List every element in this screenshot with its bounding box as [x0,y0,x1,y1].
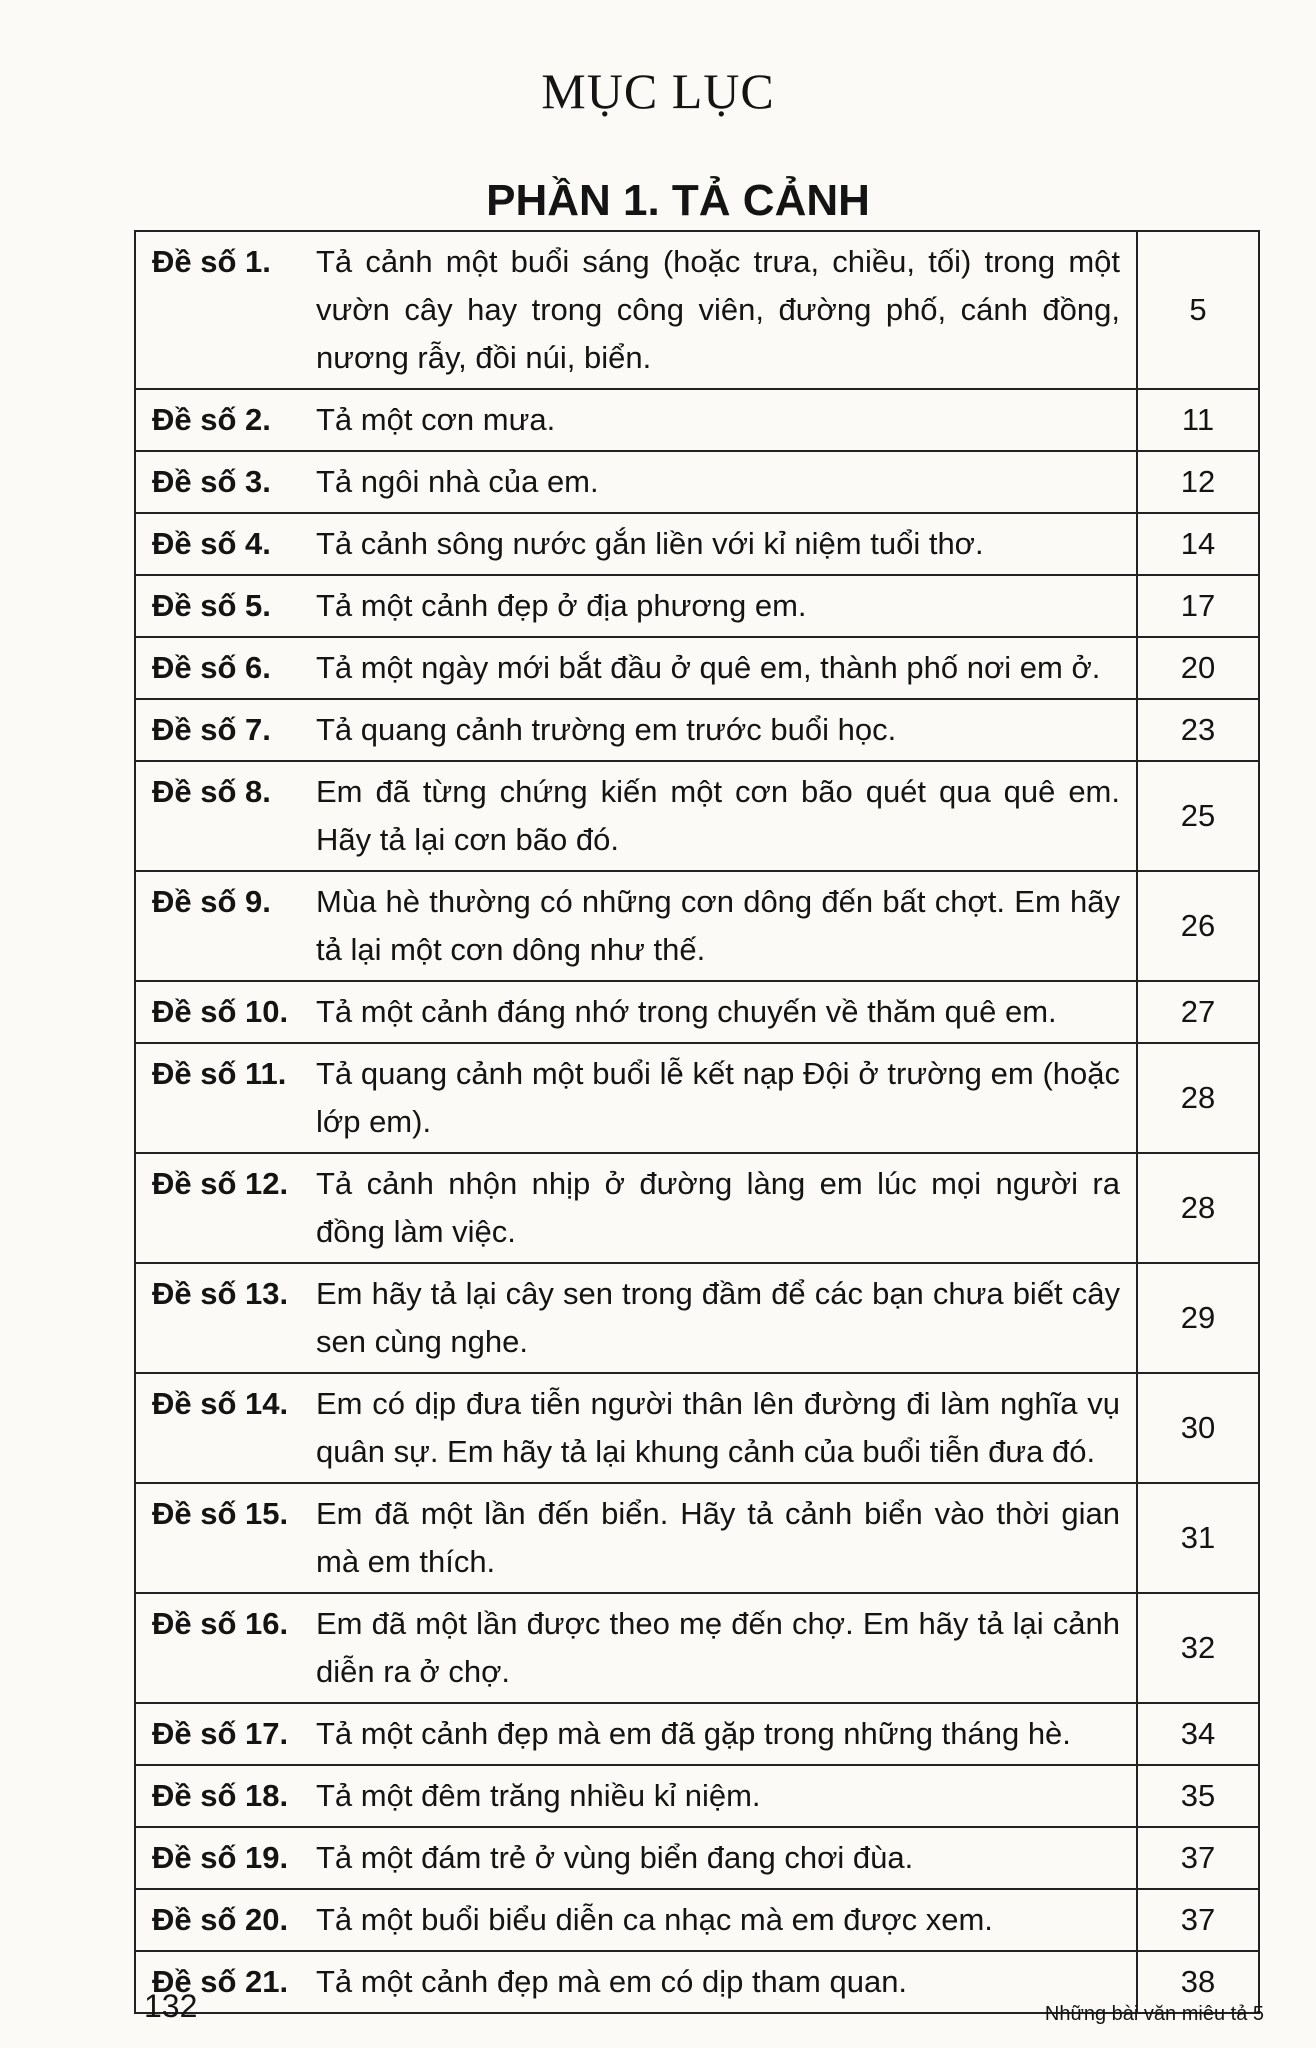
toc-topic-cell [135,871,1137,981]
toc-entry-topic: Em đã một lần đến biển. Hãy tả cảnh biển vào thời gian mà em thích. [316,1496,1120,1579]
toc-entry [152,520,1120,568]
toc-entry [152,582,1120,630]
toc-entry [152,1490,1120,1586]
toc-topic-cell [135,1373,1137,1483]
toc-entry [152,1600,1120,1696]
section-title: PHẦN 1. TẢ CẢNH [486,176,870,225]
toc-page-number: 35 [1137,1765,1259,1827]
toc-entry [152,878,1120,974]
toc-entry-label: Đề số 21. [152,1964,289,1999]
toc-topic-cell [135,575,1137,637]
toc-entry-topic: Mùa hè thường có những cơn dông đến bất chợt. Em hãy tả lại một cơn dông như thế. [316,884,1120,967]
toc-topic-cell [135,389,1137,451]
toc-page-number: 37 [1137,1827,1259,1889]
toc-topic-cell [135,761,1137,871]
toc-entry [152,1710,1120,1758]
toc-entry [152,238,1120,382]
toc-entry-topic: Em hãy tả lại cây sen trong đầm để các bạn chưa biết cây sen cùng nghe. [316,1276,1120,1359]
toc-entry [152,768,1120,864]
toc-row [135,1765,1259,1827]
toc-entry-topic: Tả một cảnh đẹp mà em đã gặp trong những tháng hè. [316,1716,1071,1751]
toc-entry-label: Đề số 20. [152,1902,289,1937]
toc-page-number: 27 [1137,981,1259,1043]
toc-entry-topic: Tả một cảnh đáng nhớ trong chuyến về thăm quê em. [316,994,1057,1029]
toc-row [135,1593,1259,1703]
toc-page-number: 12 [1137,451,1259,513]
toc-row [135,1703,1259,1765]
toc-entry-label: Đề số 15. [152,1496,289,1531]
toc-entry-label: Đề số 7. [152,712,271,747]
toc-topic-cell [135,1153,1137,1263]
toc-entry-label: Đề số 5. [152,588,271,623]
toc-topic-cell [135,1703,1137,1765]
toc-page-number: 23 [1137,699,1259,761]
toc-entry [152,1958,1120,2006]
toc-page-number: 29 [1137,1263,1259,1373]
toc-page-number: 11 [1137,389,1259,451]
toc-entry-label: Đề số 18. [152,1778,289,1813]
toc-entry [152,1380,1120,1476]
toc-entry-label: Đề số 12. [152,1166,289,1201]
toc-row [135,1373,1259,1483]
toc-entry-label: Đề số 9. [152,884,271,919]
toc-row [135,1153,1259,1263]
toc-entry-topic: Tả quang cảnh trường em trước buổi học. [316,712,897,747]
toc-row [135,1827,1259,1889]
toc-entry-label: Đề số 4. [152,526,271,561]
toc-row [135,981,1259,1043]
toc-topic-cell [135,1593,1137,1703]
toc-entry-label: Đề số 14. [152,1386,289,1421]
footer-page-number: 132 [144,1988,198,2024]
toc-entry-label: Đề số 11. [152,1056,287,1091]
toc-row [135,637,1259,699]
toc-page-number: 17 [1137,575,1259,637]
toc-entry-label: Đề số 1. [152,244,271,279]
toc-page-number: 20 [1137,637,1259,699]
toc-row [135,1263,1259,1373]
toc-topic-cell [135,981,1137,1043]
toc-row [135,761,1259,871]
toc-entry-topic: Tả một cảnh đẹp mà em có dịp tham quan. [316,1964,908,1999]
footer-book-title: Những bài văn miêu tả 5 [1044,2003,1264,2025]
toc-entry [152,396,1120,444]
toc-entry-label: Đề số 2. [152,402,271,437]
toc-entry-topic: Em đã từng chứng kiến một cơn bão quét qua quê em. Hãy tả lại cơn bão đó. [316,774,1120,857]
toc-row [135,451,1259,513]
toc-entry-label: Đề số 13. [152,1276,289,1311]
toc-page-number: 14 [1137,513,1259,575]
toc-page-number: 38 [1137,1951,1259,2013]
toc-row [135,699,1259,761]
toc-entry [152,706,1120,754]
toc-page-number: 32 [1137,1593,1259,1703]
toc-entry-topic: Tả một cảnh đẹp ở địa phương em. [316,588,807,623]
toc-page-number: 34 [1137,1703,1259,1765]
toc-row [135,871,1259,981]
toc-entry-label: Đề số 8. [152,774,271,809]
toc-topic-cell [135,1827,1137,1889]
toc-page-number: 28 [1137,1153,1259,1263]
page-title: MỤC LỤC [541,63,775,119]
toc-row [135,513,1259,575]
toc-entry [152,1834,1120,1882]
toc-row [135,1483,1259,1593]
toc-entry-topic: Tả một đêm trăng nhiều kỉ niệm. [316,1778,761,1813]
toc-page-number: 26 [1137,871,1259,981]
toc-row [135,231,1259,389]
toc-entry-label: Đề số 17. [152,1716,289,1751]
toc-page-number: 25 [1137,761,1259,871]
toc-entry [152,988,1120,1036]
toc-entry [152,644,1120,692]
toc-topic-cell [135,1263,1137,1373]
toc-entry-label: Đề số 10. [152,994,289,1029]
toc-entry [152,1050,1120,1146]
toc-topic-cell [135,1951,1137,2013]
toc-entry [152,458,1120,506]
toc-entry-label: Đề số 19. [152,1840,289,1875]
toc-row [135,389,1259,451]
toc-entry-topic: Tả một ngày mới bắt đầu ở quê em, thành phố nơi em ở. [316,650,1101,685]
toc-body [135,231,1259,2013]
toc-entry-topic: Tả quang cảnh một buổi lễ kết nạp Đội ở trường em (hoặc lớp em). [316,1056,1120,1139]
toc-entry-topic: Tả một buổi biểu diễn ca nhạc mà em được xem. [316,1902,993,1937]
toc-entry [152,1270,1120,1366]
toc-row [135,1043,1259,1153]
toc-entry [152,1896,1120,1944]
toc-entry-topic: Tả một đám trẻ ở vùng biển đang chơi đùa. [316,1840,914,1875]
toc-topic-cell [135,451,1137,513]
toc-topic-cell [135,1765,1137,1827]
toc-entry [152,1160,1120,1256]
toc-topic-cell [135,1483,1137,1593]
toc-entry-topic: Tả một cơn mưa. [316,402,556,437]
toc-entry-topic: Em đã một lần được theo mẹ đến chợ. Em hãy tả lại cảnh diễn ra ở chợ. [316,1606,1120,1689]
toc-entry-topic: Tả ngôi nhà của em. [316,464,599,499]
toc-entry-topic: Em có dịp đưa tiễn người thân lên đường đi làm nghĩa vụ quân sự. Em hãy tả lại khung cảnh của buổi tiễn đưa đó. [316,1386,1120,1469]
toc-topic-cell [135,699,1137,761]
toc-topic-cell [135,231,1137,389]
toc-page-number: 37 [1137,1889,1259,1951]
toc-entry-topic: Tả cảnh nhộn nhịp ở đường làng em lúc mọi người ra đồng làm việc. [316,1166,1120,1249]
toc-entry-label: Đề số 6. [152,650,271,685]
toc-topic-cell [135,1043,1137,1153]
toc-entry-topic: Tả cảnh một buổi sáng (hoặc trưa, chiều, tối) trong một vườn cây hay trong công viên, đường phố, cánh đồng, nương rẫy, đồi núi, biển. [316,244,1120,375]
toc-topic-cell [135,1889,1137,1951]
toc-page-number: 28 [1137,1043,1259,1153]
toc-page-number: 30 [1137,1373,1259,1483]
toc-page-number: 31 [1137,1483,1259,1593]
toc-entry-label: Đề số 16. [152,1606,289,1641]
toc-row [135,1889,1259,1951]
toc-entry-topic: Tả cảnh sông nước gắn liền với kỉ niệm tuổi thơ. [316,526,984,561]
toc-topic-cell [135,637,1137,699]
toc-page-number: 5 [1137,231,1259,389]
toc-table [134,230,1260,2014]
toc-topic-cell [135,513,1137,575]
toc-row [135,575,1259,637]
toc-entry-label: Đề số 3. [152,464,271,499]
toc-entry [152,1772,1120,1820]
